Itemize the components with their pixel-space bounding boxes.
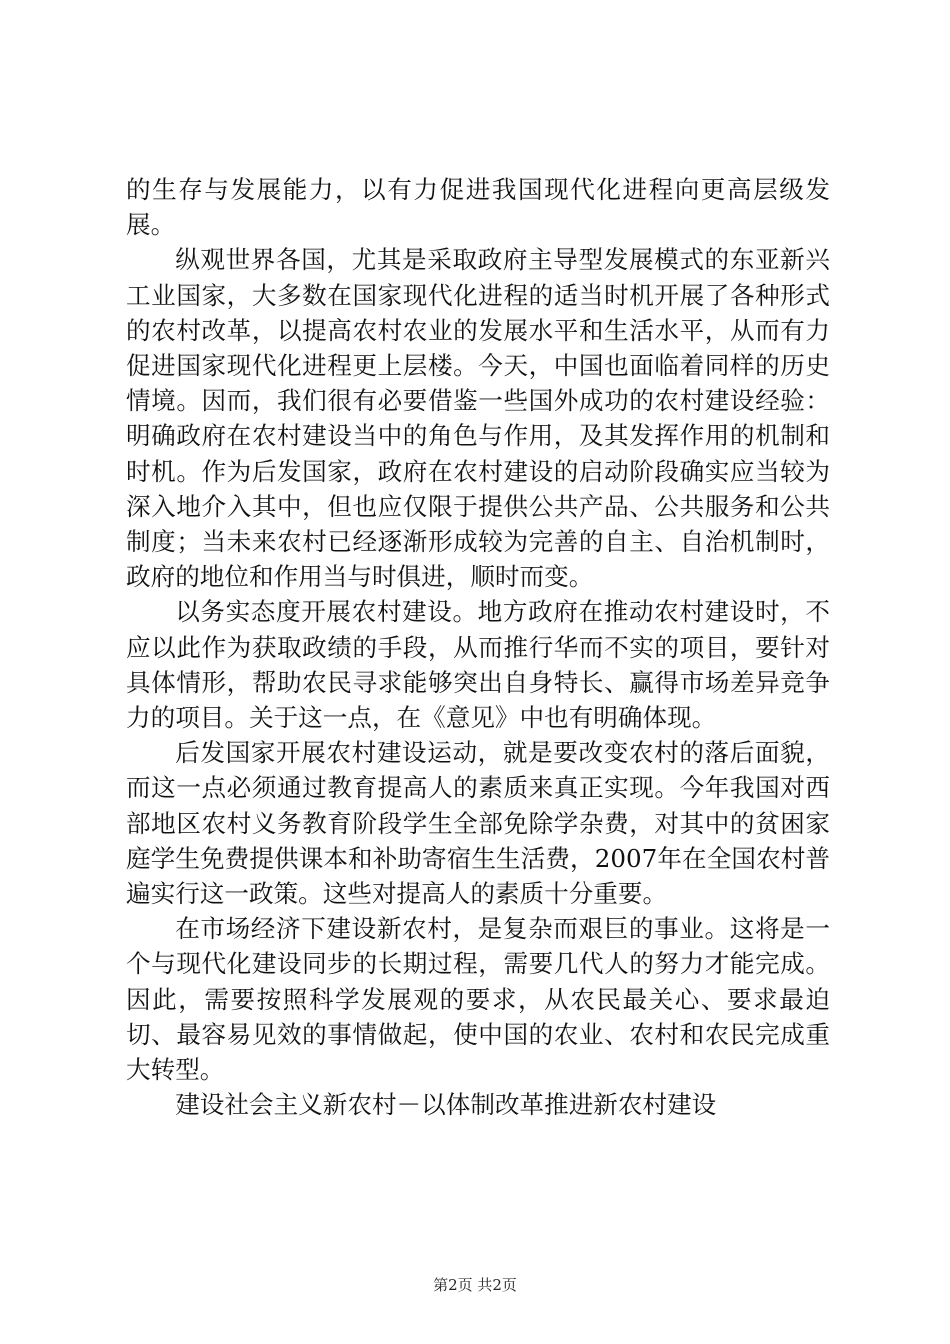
document-body <box>126 172 830 1122</box>
paragraph-market-economy: 在市场经济下建设新农村，是复杂而艰巨的事业。这将是一个与现代化建设同步的长期过程，需要几代人的努力才能完成。因此，需要按照科学发展观的要求，从农民最关心、要求最迫切、最容易见效的事情做起，使中国的农业、农村和农民完成重大转型。 <box>126 914 830 1085</box>
paragraph-world-experience: 纵观世界各国，尤其是采取政府主导型发展模式的东亚新兴工业国家，大多数在国家现代化进程的适当时机开展了各种形式的农村改革，以提高农村农业的发展水平和生活水平，从而有力促进国家现代化进程更上层楼。今天，中国也面临着同样的历史情境。因而，我们很有必要借鉴一些国外成功的农村建设经验：明确政府在农村建设当中的角色与作用，及其发挥作用的机制和时机。作为后发国家，政府在农村建设的启动阶段确实应当较为深入地介入其中，但也应仅限于提供公共产品、公共服务和公共制度；当未来农村已经逐渐形成较为完善的自主、自治机制时，政府的地位和作用当与时俱进，顺时而变。 <box>126 245 830 592</box>
paragraph-pragmatic-attitude: 以务实态度开展农村建设。地方政府在推动农村建设时，不应以此作为获取政绩的手段，从而推行华而不实的项目，要针对具体情形，帮助农民寻求能够突出自身特长、赢得市场差异竞争力的项目。关于这一点，在《意见》中也有明确体现。 <box>126 597 830 733</box>
page-footer: 第2页 共2页 <box>433 1276 517 1294</box>
paragraph-education: 后发国家开展农村建设运动，就是要改变农村的落后面貌，而这一点必须通过教育提高人的素质来真正实现。今年我国对西部地区农村义务教育阶段学生全部免除学杂费，对其中的贫困家庭学生免费提供课本和补助寄宿生生活费，2007年在全国农村普遍实行这一政策。这些对提高人的素质十分重要。 <box>126 738 830 909</box>
paragraph-continuation: 的生存与发展能力，以有力促进我国现代化进程向更高层级发展。 <box>126 175 830 240</box>
section-title-line: 建设社会主义新农村－以体制改革推进新农村建设 <box>175 1090 717 1120</box>
